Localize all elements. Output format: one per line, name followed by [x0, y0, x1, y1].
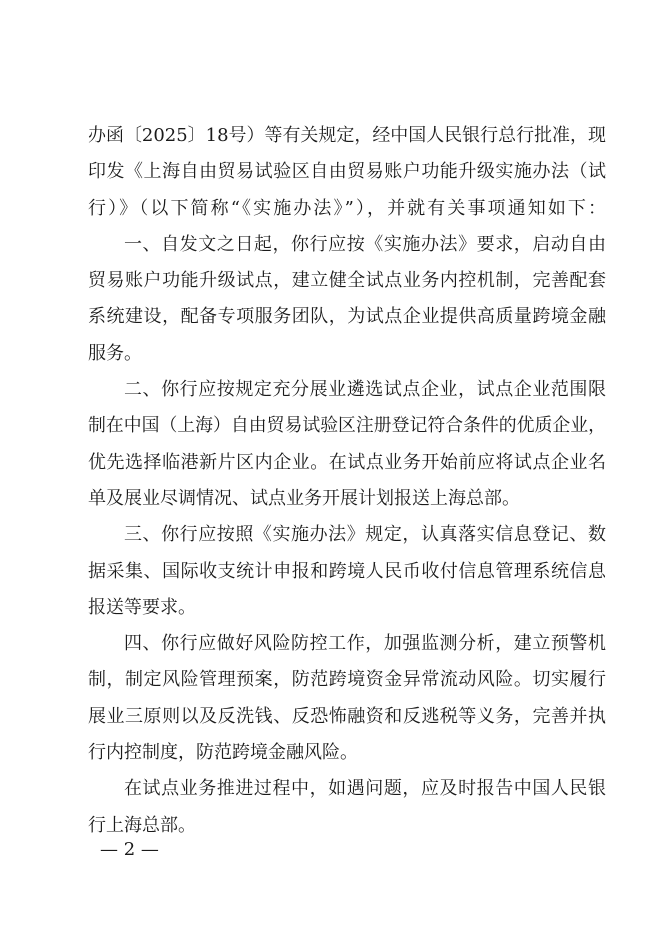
text-line: 据采集、国际收支统计申报和跨境人民币收付信息管理系统信息: [88, 560, 607, 582]
paragraph-item-3: [88, 517, 606, 626]
text-line: 优先选择临港新片区内企业。在试点业务开始前应将试点企业名: [88, 451, 607, 473]
text-line: 四、你行应做好风险防控工作，加强监测分析，建立预警机: [124, 633, 607, 655]
text-line: 制，制定风险管理预案，防范跨境资金异常流动风险。切实履行: [88, 669, 607, 691]
text-line: 报送等要求。: [88, 596, 196, 618]
text-line: 单及展业尽调情况、试点业务开展计划报送上海总部。: [88, 487, 520, 509]
text-line: 三、你行应按照《实施办法》规定，认真落实信息登记、数: [124, 524, 607, 546]
text-line: 一、自发文之日起，你行应按《实施办法》要求，启动自由: [124, 233, 607, 255]
text-line: 办函〔2025〕18号）等有关规定，经中国人民银行总行批准，现: [88, 125, 606, 146]
text-line: 行）》（以下简称“《实施办法》”），并就有关事项通知如下：: [88, 197, 609, 219]
paragraph-item-2: [88, 372, 606, 517]
paragraph-item-1: [88, 227, 606, 372]
text-line: 行上海总部。: [88, 814, 196, 836]
text-line: 行内控制度，防范跨境金融风险。: [88, 742, 358, 764]
text-line: 二、你行应按规定充分展业遴选试点企业，试点企业范围限: [124, 379, 607, 401]
text-line: 贸易账户功能升级试点，建立健全试点业务内控机制，完善配套: [88, 270, 607, 292]
text-line: 展业三原则以及反洗钱、反恐怖融资和反逃税等义务，完善并执: [88, 705, 607, 727]
paragraph-closing: [88, 771, 606, 844]
page-number: — 2 —: [100, 839, 159, 860]
text-line: 系统建设，配备专项服务团队，为试点企业提供高质量跨境金融: [88, 306, 607, 328]
text-line: 印发《上海自由贸易试验区自由贸易账户功能升级实施办法（试: [88, 161, 607, 183]
paragraph-item-4: [88, 626, 606, 771]
paragraph-intro: [88, 118, 609, 227]
text-line: 在试点业务推进过程中，如遇问题，应及时报告中国人民银: [124, 778, 607, 800]
text-line: 制在中国（上海）自由贸易试验区注册登记符合条件的优质企业，: [88, 415, 606, 437]
body-text: [88, 118, 609, 844]
text-line: 服务。: [88, 342, 142, 364]
